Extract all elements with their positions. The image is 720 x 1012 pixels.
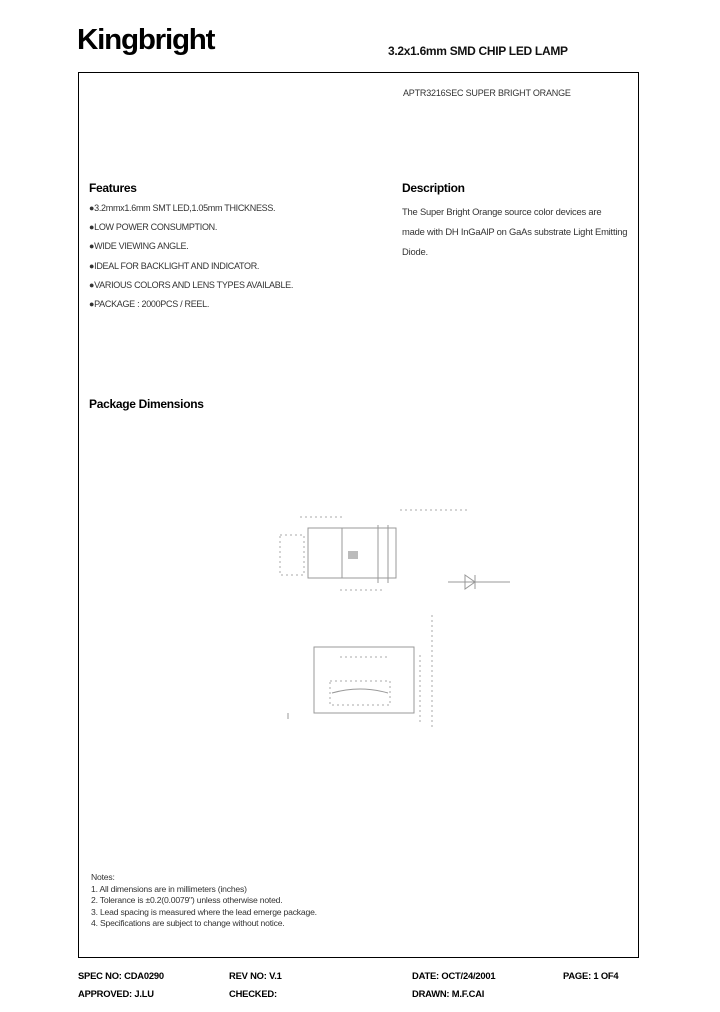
feature-item: ●3.2mmx1.6mm SMT LED,1.05mm THICKNESS. [89, 203, 276, 213]
package-heading: Package Dimensions [89, 397, 204, 411]
note-item: 3. Lead spacing is measured where the lead emerge package. [91, 906, 317, 917]
description-text [402, 202, 630, 261]
feature-item: ●WIDE VIEWING ANGLE. [89, 241, 189, 252]
note-item: 2. Tolerance is ±0.2(0.0079") unless otherwise noted. [91, 895, 283, 906]
document-date: DATE: OCT/24/2001 [412, 970, 496, 981]
feature-item: ●IDEAL FOR BACKLIGHT AND INDICATOR. [89, 260, 260, 271]
brand-logo: Kingbright [77, 24, 215, 56]
drawn-by: DRAWN: M.F.CAI [412, 988, 485, 999]
checked-by: CHECKED: [229, 988, 277, 999]
description-line: The Super Bright Orange source color devices are [402, 206, 602, 217]
description-line: made with DH InGaAlP on GaAs substrate Light Emitting [402, 225, 628, 237]
feature-item: ●VARIOUS COLORS AND LENS TYPES AVAILABLE. [89, 279, 294, 290]
notes-heading: Notes: [91, 872, 115, 882]
note-item: 4. Specifications are subject to change without notice. [91, 918, 285, 929]
polarity-symbol [448, 575, 510, 589]
document-title: 3.2x1.6mm SMD CHIP LED LAMP [388, 44, 568, 58]
description-heading: Description [402, 181, 465, 195]
feature-item: ●LOW POWER CONSUMPTION. [89, 222, 218, 233]
notes-section [91, 872, 317, 930]
package-dimension-drawing [270, 495, 520, 735]
page-indicator: PAGE: 1 OF4 [563, 970, 619, 981]
note-item: 1. All dimensions are in millimeters (inches) [91, 883, 247, 894]
part-number: APTR3216SEC SUPER BRIGHT ORANGE [403, 88, 571, 98]
description-line: Diode. [402, 245, 428, 257]
approved-by: APPROVED: J.LU [78, 988, 154, 999]
feature-item: ●PACKAGE : 2000PCS / REEL. [89, 298, 210, 309]
spec-number: SPEC NO: CDA0290 [78, 970, 164, 981]
side-view [288, 615, 432, 730]
features-heading: Features [89, 181, 137, 195]
revision-number: REV NO: V.1 [229, 970, 282, 981]
top-view [280, 510, 470, 590]
features-list [89, 202, 293, 317]
